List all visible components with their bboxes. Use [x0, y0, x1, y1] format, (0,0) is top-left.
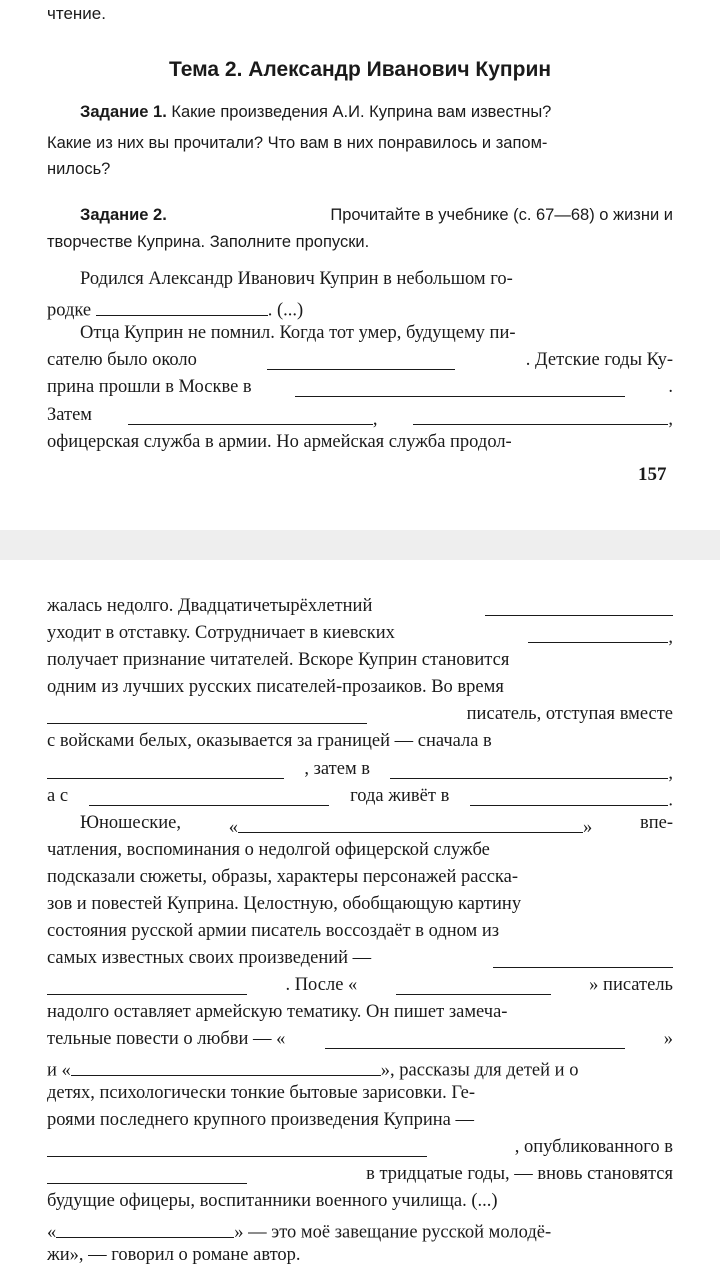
fill-blank[interactable]	[396, 975, 551, 995]
text-line-14: самых известных своих произведений —	[47, 948, 673, 969]
fill-blank[interactable]	[47, 759, 284, 779]
fill-blank[interactable]	[56, 1218, 234, 1238]
text-line-21: , опубликованного в	[47, 1137, 673, 1158]
fill-blank[interactable]	[325, 1029, 625, 1049]
page-separator	[0, 530, 720, 560]
text-line-22: в тридцатые годы, — вновь становятся	[47, 1164, 673, 1185]
task2-line-1: Задание 2. Прочитайте в учебнике (с. 67—68) о жизни и	[80, 206, 673, 224]
text-line-10: чатления, воспоминания о недолгой офицерской службе	[47, 840, 490, 860]
text-line-18: и « », рассказы для детей и о	[47, 1056, 673, 1082]
fill-blank[interactable]	[71, 1056, 381, 1076]
paragraph1-line-2: родке . (...)	[47, 296, 673, 322]
fill-blank[interactable]	[390, 759, 668, 779]
text-line-1: жалась недолго. Двадцатичетырёхлетний	[47, 596, 673, 617]
task1-label: Задание 1.	[80, 103, 167, 121]
text-line-3: получает признание читателей. Вскоре Куприн становится	[47, 650, 510, 670]
fill-blank[interactable]	[528, 623, 668, 643]
text-line-20: роями последнего крупного произведения Куприна —	[47, 1110, 474, 1130]
book-page-157	[0, 0, 720, 530]
text-line-16: надолго оставляет армейскую тематику. Он пишет замеча-	[47, 1002, 508, 1022]
fill-blank[interactable]	[295, 377, 625, 397]
text-line-24: « » — это моё завещание русской молодё-	[47, 1218, 673, 1244]
fill-blank[interactable]	[470, 786, 668, 806]
fill-blank[interactable]	[238, 813, 583, 833]
topic-title: Тема 2. Александр Иванович Куприн	[168, 58, 552, 81]
task1-line-1: Задание 1. Какие произведения А.И. Куприна вам известны?	[80, 103, 552, 121]
text-line-13: состояния русской армии писатель воссоздаёт в одном из	[47, 921, 500, 941]
task2-line-2: творчестве Куприна. Заполните пропуски.	[47, 233, 370, 251]
fill-blank[interactable]	[413, 405, 668, 425]
paragraph2-line-3: прина прошли в Москве в .	[47, 377, 673, 397]
fill-blank[interactable]	[485, 596, 673, 616]
text-line-5: писатель, отступая вместе	[47, 704, 673, 725]
text-line-11: подсказали сюжеты, образы, характеры персонажей расска-	[47, 867, 518, 887]
task1-line-2: Какие из них вы прочитали? Что вам в них понравилось и запом-	[47, 134, 548, 152]
paragraph2-line-5: офицерская служба в армии. Но армейская служба продол-	[47, 432, 512, 452]
previous-text-tail: чтение.	[47, 4, 106, 23]
text-line-15: . После « » писатель	[47, 975, 673, 996]
text-line-8: а с года живёт в .	[47, 786, 673, 811]
task2-label: Задание 2.	[80, 206, 167, 224]
fill-blank[interactable]	[267, 350, 455, 370]
text-line-23: будущие офицеры, воспитанники военного училища. (...)	[47, 1191, 498, 1211]
text-line-7: , затем в ,	[47, 759, 673, 785]
text-line-19: детях, психологически тонкие бытовые зарисовки. Ге-	[47, 1083, 476, 1103]
fill-blank[interactable]	[96, 296, 268, 316]
text-line-9: Юношеские, « » впе-	[80, 813, 673, 838]
fill-blank[interactable]	[47, 1137, 427, 1157]
fill-blank[interactable]	[89, 786, 329, 806]
fill-blank[interactable]	[47, 704, 367, 724]
fill-blank[interactable]	[47, 975, 247, 995]
fill-blank[interactable]	[128, 405, 373, 425]
paragraph2-line-4: Затем , ,	[47, 405, 673, 430]
text-line-17: тельные повести о любви — « »	[47, 1029, 673, 1049]
text-line-2: уходит в отставку. Сотрудничает в киевских ,	[47, 623, 673, 648]
text-line-25: жи», — говорил о романе автор.	[47, 1245, 301, 1265]
page-number: 157	[638, 464, 667, 485]
text-line-12: зов и повестей Куприна. Целостную, обобщающую картину	[47, 894, 522, 914]
book-page-next	[0, 560, 720, 1280]
text-line-4: одним из лучших русских писателей-прозаиков. Во время	[47, 677, 504, 697]
task1-line-3: нилось?	[47, 160, 111, 178]
paragraph1-line-1: Родился Александр Иванович Куприн в небольшом го-	[80, 269, 513, 289]
paragraph2-line-2: сателю было около . Детские годы Ку-	[47, 350, 673, 370]
paragraph2-line-1: Отца Куприн не помнил. Когда тот умер, будущему пи-	[80, 323, 516, 343]
fill-blank[interactable]	[493, 948, 673, 968]
fill-blank[interactable]	[47, 1164, 247, 1184]
text-line-6: с войсками белых, оказывается за границей — сначала в	[47, 731, 492, 751]
